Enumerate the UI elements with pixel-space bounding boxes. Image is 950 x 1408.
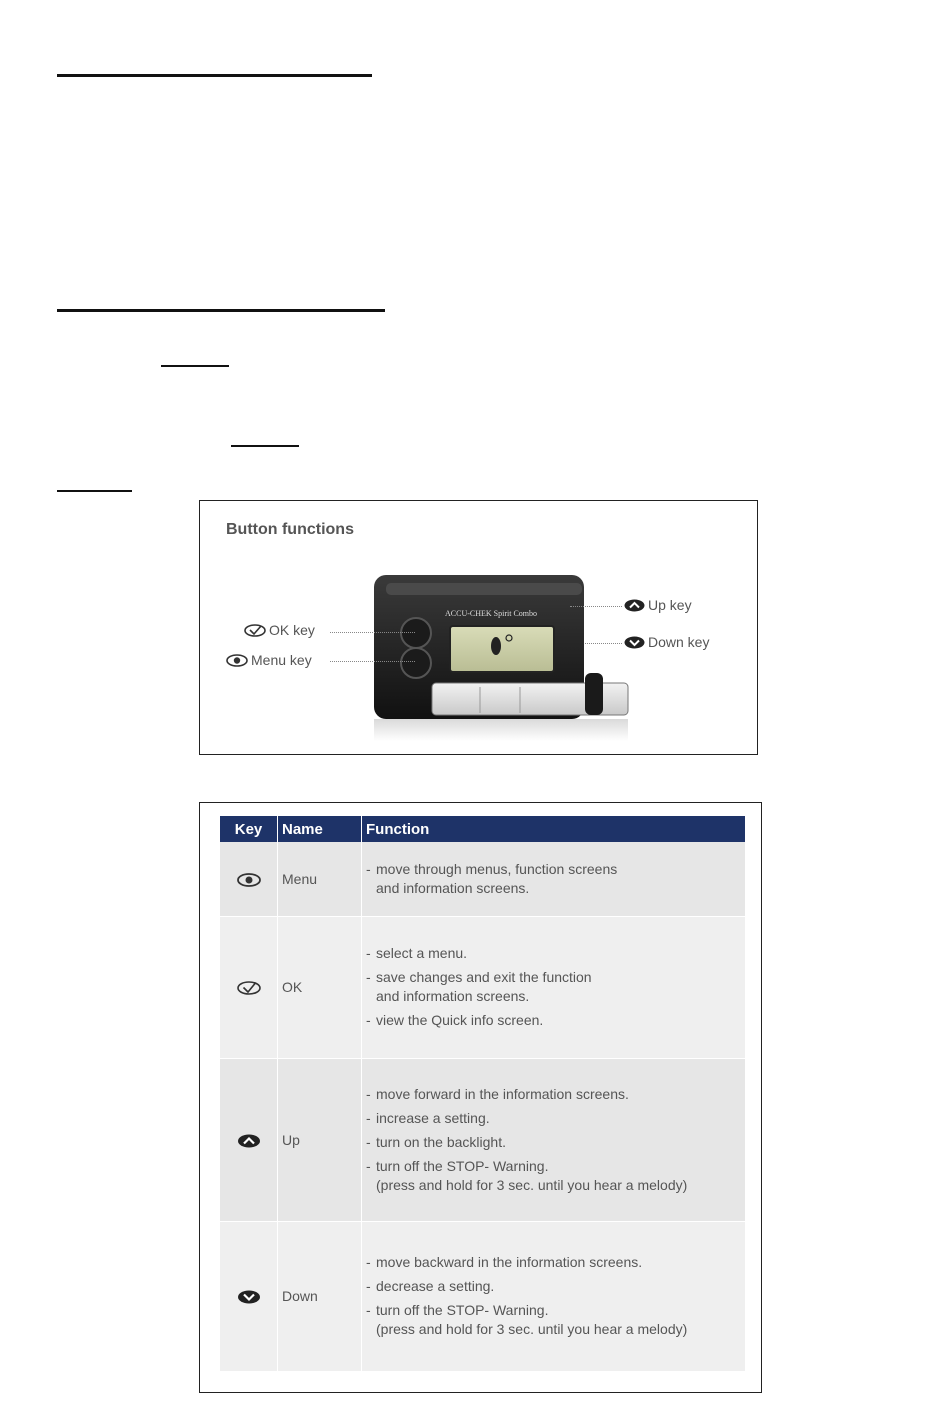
function-cell [362,842,746,916]
key-cell [220,1221,278,1371]
function-item: - turn off the STOP- Warning. (press and hold for 3 sec. until you hear a melody) [366,1157,745,1195]
ok-key-label: OK key [244,622,315,638]
figure-title: Button functions [226,521,354,538]
table-row [220,842,746,916]
redacted-word-rule-2 [231,445,299,447]
header-key: Key [220,816,278,842]
redacted-heading-1-rule [57,74,372,77]
header-name: Name [278,816,362,842]
device-brand: ACCU-CHEK Spirit Combo [445,609,538,618]
ok-check-icon [237,981,261,995]
down-arrow-icon [624,636,645,649]
function-item: - decrease a setting. [366,1277,745,1296]
ok-key-leader [330,632,415,633]
ok-check-icon [244,624,266,637]
name-cell: OK [278,916,362,1058]
name-cell: Menu [278,842,362,916]
down-key-label: Down key [624,634,709,650]
up-key-label: Up key [624,597,692,613]
table-row [220,1221,746,1371]
up-arrow-icon [624,599,645,612]
down-arrow-icon [237,1290,261,1304]
down-key-leader [585,643,622,644]
key-cell [220,1058,278,1221]
header-function: Function [362,816,746,842]
table-row [220,1058,746,1221]
name-cell: Up [278,1058,362,1221]
table-row [220,916,746,1058]
key-cell [220,916,278,1058]
name-cell: Down [278,1221,362,1371]
key-cell [220,842,278,916]
function-item: - select a menu. [366,944,745,963]
menu-key-leader [330,661,415,662]
function-item: - view the Quick info screen. [366,1011,745,1030]
function-cell [362,916,746,1058]
function-item: - move backward in the information screens. [366,1253,745,1272]
function-item: - turn off the STOP- Warning. (press and hold for 3 sec. until you hear a melody) [366,1301,745,1339]
key-function-table-figure [199,802,762,1393]
function-cell [362,1221,746,1371]
menu-eye-icon [237,873,261,887]
function-item: - save changes and exit the function and information screens. [366,968,745,1006]
redacted-word-rule-3 [57,490,132,492]
function-item: - turn on the backlight. [366,1133,745,1152]
function-item: - move through menus, function screens and information screens. [366,860,745,898]
menu-key-label: Menu key [226,652,312,668]
menu-eye-icon [226,654,248,667]
button-functions-figure [199,500,758,755]
function-cell [362,1058,746,1221]
function-item: - move forward in the information screens. [366,1085,745,1104]
up-key-leader [570,606,622,607]
key-function-table [220,816,746,1372]
redacted-word-rule-1 [161,365,229,367]
up-arrow-icon [237,1134,261,1148]
function-item: - increase a setting. [366,1109,745,1128]
table-header-row [220,816,746,842]
redacted-heading-2-rule [57,309,385,312]
